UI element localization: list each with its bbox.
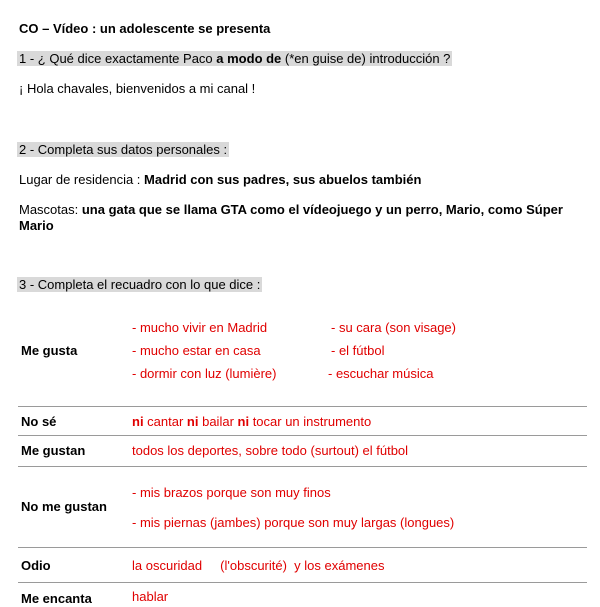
residence-label: Lugar de residencia : bbox=[19, 172, 145, 187]
me-gusta-right-2: - el fútbol bbox=[331, 343, 385, 358]
me-gusta-left-1: - mucho vivir en Madrid bbox=[132, 320, 268, 335]
no-se-text-1: cantar bbox=[143, 414, 187, 429]
me-gusta-left-3: - dormir con luz (lumière) bbox=[132, 366, 277, 381]
me-gusta-right-3: - escuchar música bbox=[328, 366, 434, 381]
pets-value: una gata que se llama GTA como el vídeojuego y un perro, Mario, como Súper Mario bbox=[19, 202, 563, 233]
row-label-no-se: No sé bbox=[21, 414, 57, 429]
table-divider bbox=[18, 466, 587, 467]
question-2 bbox=[17, 142, 229, 158]
me-gustan-value: todos los deportes, sobre todo (surtout) el fútbol bbox=[132, 443, 409, 458]
table-divider bbox=[18, 547, 587, 548]
no-se-word-2: ni bbox=[186, 414, 199, 429]
no-me-gustan-line-1: - mis brazos porque son muy finos bbox=[132, 485, 331, 500]
pets-line bbox=[19, 202, 579, 234]
row-label-me-gustan: Me gustan bbox=[21, 443, 86, 458]
document-title: CO – Vídeo : un adolescente se presenta bbox=[19, 21, 271, 36]
residence-line bbox=[19, 172, 421, 188]
odio-value: la oscuridad (l'obscurité) y los exámenes bbox=[132, 558, 385, 573]
pets-label: Mascotas: bbox=[19, 202, 82, 217]
me-gusta-right-1: - su cara (son visage) bbox=[331, 320, 456, 335]
row-label-odio: Odio bbox=[21, 558, 51, 573]
question-3 bbox=[17, 277, 262, 293]
question-2-heading: 2 - Completa sus datos personales : bbox=[19, 142, 228, 157]
question-1-suffix: (*en guise de) introducción ? bbox=[281, 51, 451, 66]
row-label-me-encanta: Me encanta bbox=[21, 591, 92, 606]
no-se-value bbox=[132, 414, 371, 430]
no-se-word-3: ni bbox=[237, 414, 250, 429]
table-divider bbox=[18, 406, 587, 407]
table-divider bbox=[18, 435, 587, 436]
no-me-gustan-line-2: - mis piernas (jambes) porque son muy largas (longues) bbox=[132, 515, 455, 530]
question-1-bold: a modo de bbox=[216, 51, 282, 66]
me-gusta-left-2: - mucho estar en casa bbox=[132, 343, 261, 358]
no-se-text-2: bailar bbox=[198, 414, 238, 429]
table-divider bbox=[18, 582, 587, 583]
no-se-word-1: ni bbox=[132, 414, 144, 429]
question-1 bbox=[17, 51, 452, 67]
question-1-highlight bbox=[17, 51, 452, 66]
residence-value: Madrid con sus padres, sus abuelos también bbox=[144, 172, 422, 187]
me-encanta-value: hablar bbox=[132, 589, 169, 604]
no-se-text-3: tocar un instrumento bbox=[249, 414, 372, 429]
question-1-prefix: 1 - ¿ Qué dice exactamente Paco bbox=[19, 51, 217, 66]
question-3-heading: 3 - Completa el recuadro con lo que dice : bbox=[19, 277, 261, 292]
question-1-answer: ¡ Hola chavales, bienvenidos a mi canal ! bbox=[19, 81, 256, 96]
row-label-me-gusta: Me gusta bbox=[21, 343, 78, 358]
row-label-no-me-gustan: No me gustan bbox=[21, 499, 107, 514]
